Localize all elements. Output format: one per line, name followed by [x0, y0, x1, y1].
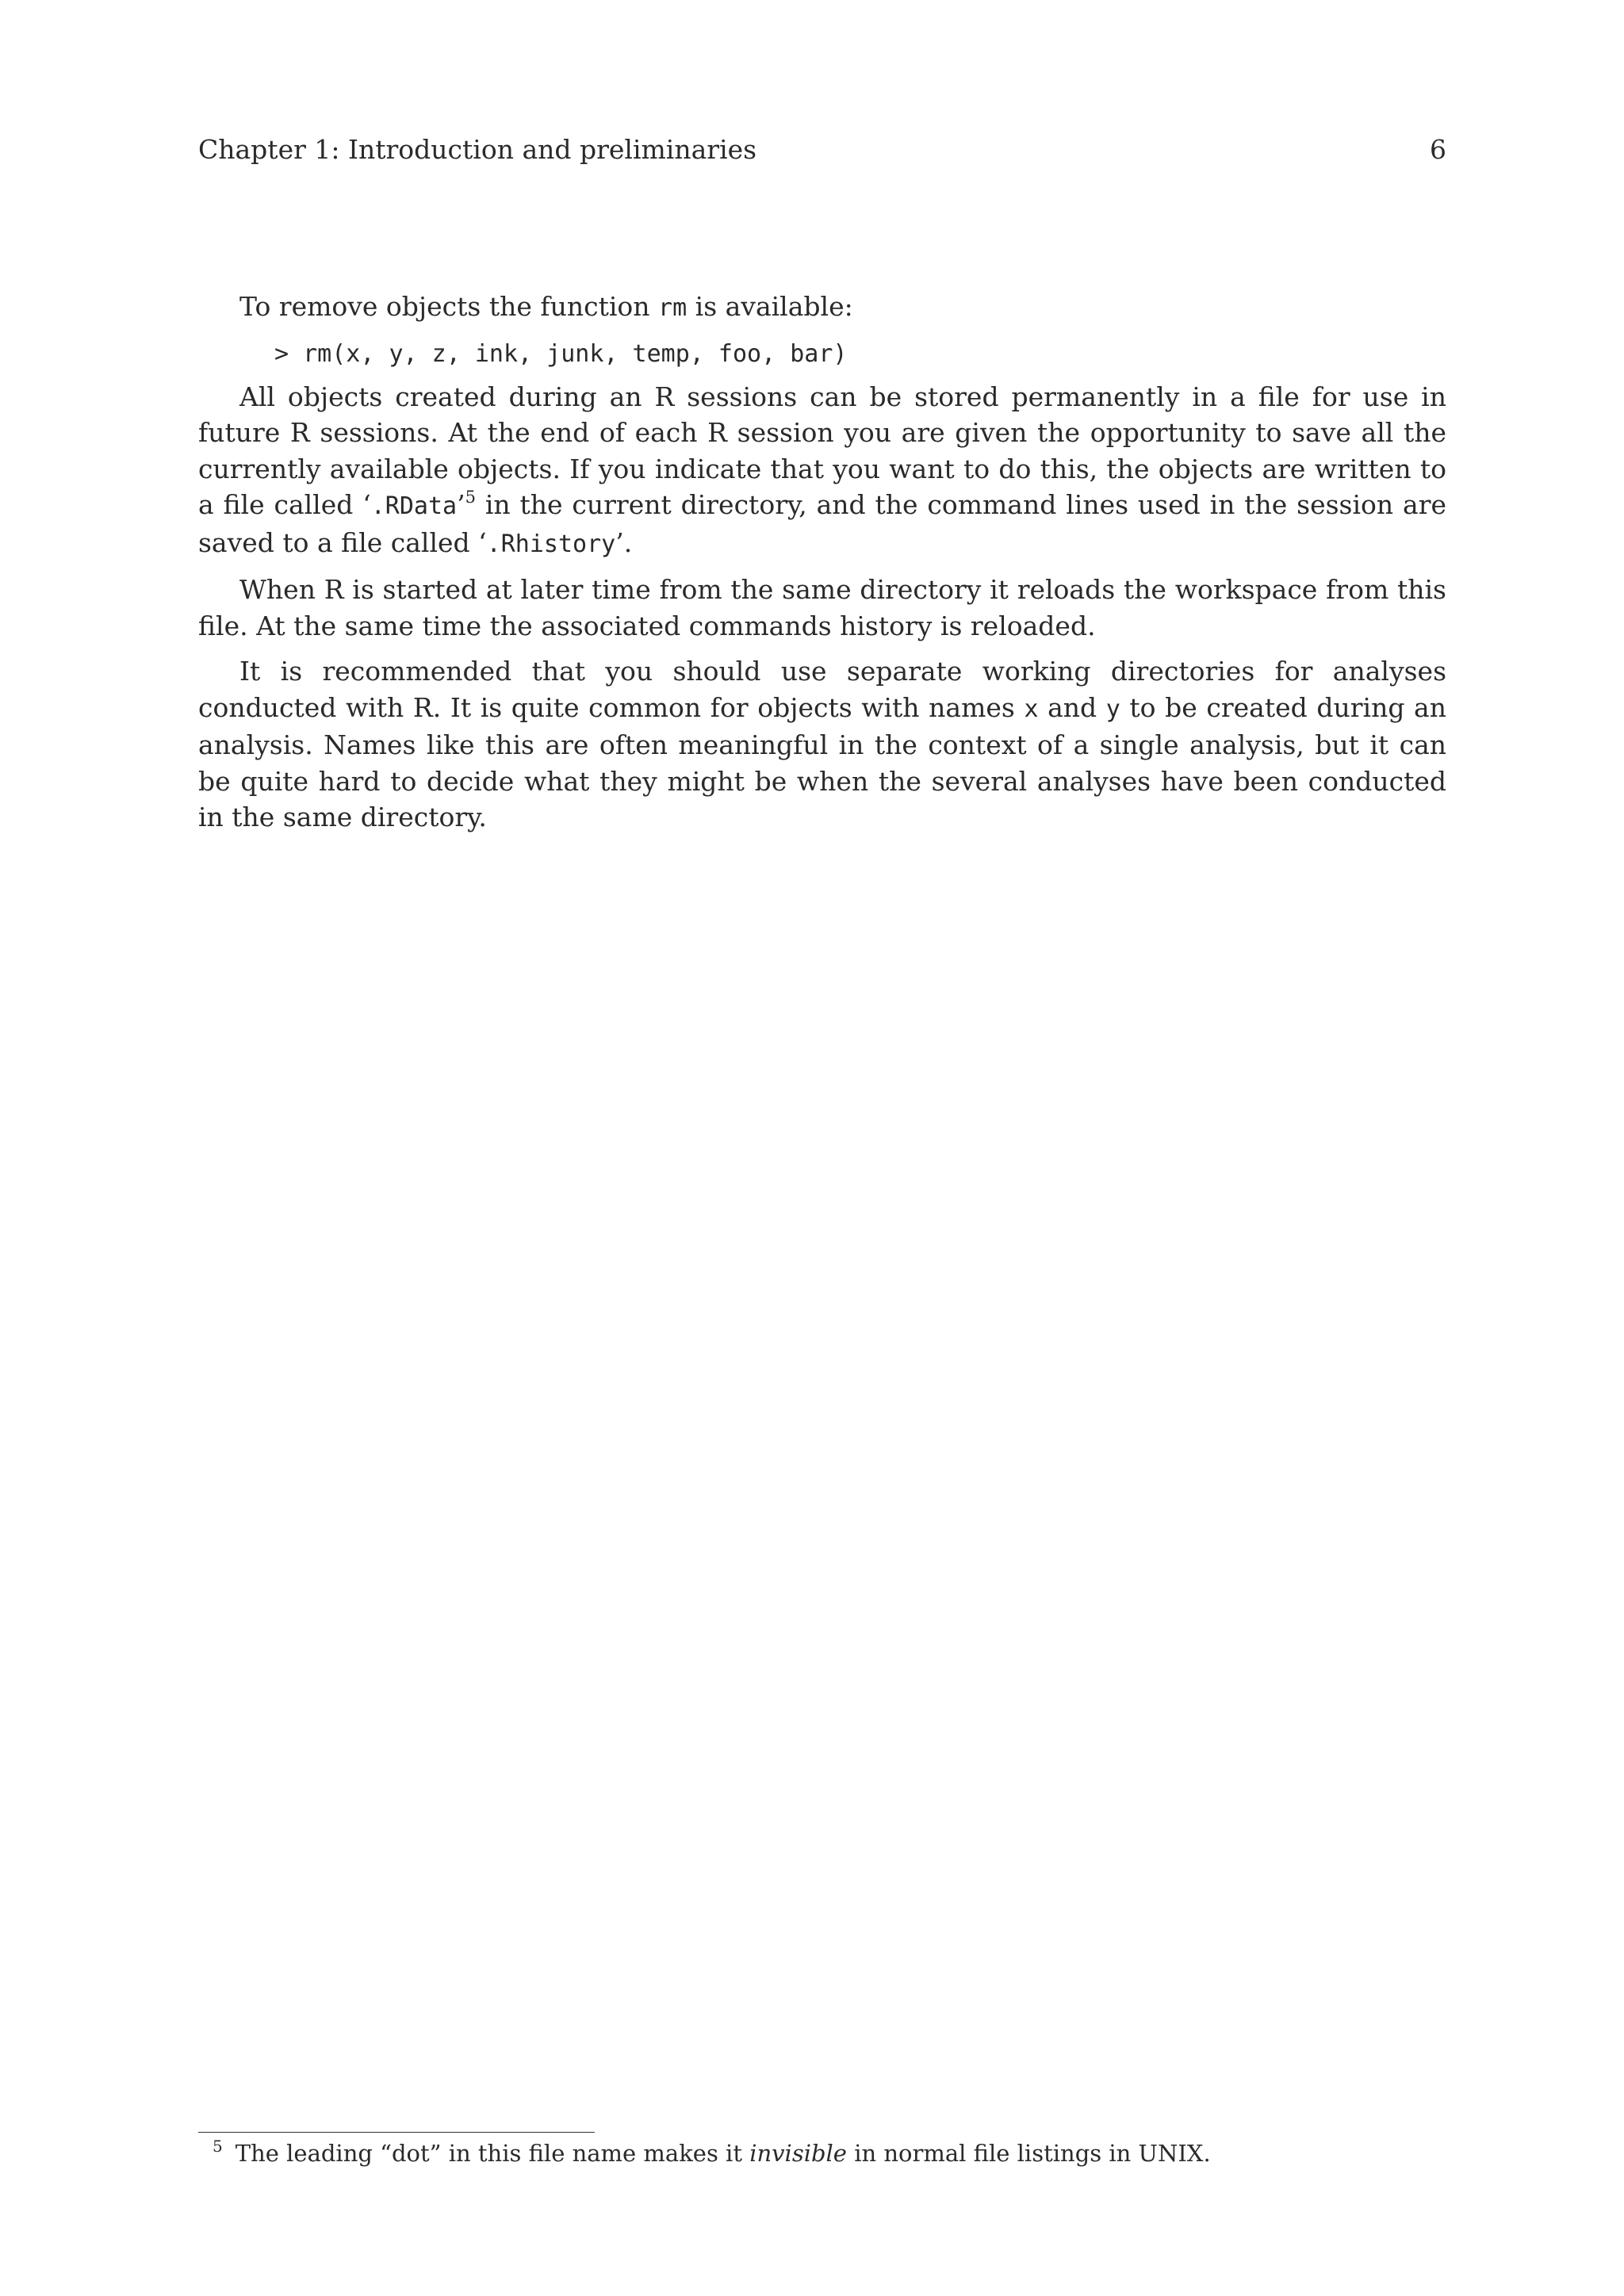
inline-code-x: x — [1024, 695, 1039, 723]
code-example: > rm(x, y, z, ink, junk, temp, foo, bar) — [274, 339, 848, 368]
p1-text-after: is available: — [687, 291, 853, 322]
footnote-text-before: The leading “dot” in this file name makes it — [235, 2140, 750, 2167]
filename-rhistory: .Rhistory — [486, 530, 616, 558]
paragraph-reload-workspace: When R is started at later time from the same directory it reloads the workspace from this file. At the same time the associated commands history is reloaded. — [198, 574, 1446, 641]
p1-text-before: To remove objects the function — [239, 291, 659, 322]
paragraph-save-workspace — [198, 379, 1446, 563]
inline-code-rm: rm — [658, 294, 688, 322]
page-number: 6 — [1430, 134, 1446, 165]
running-header — [198, 132, 1446, 168]
p2-middle-text: in the current directory, and the command lines used in the session are saved to a file called — [198, 489, 1446, 558]
filename-rdata: .RData — [370, 492, 458, 520]
p2-close-quote: ’ — [457, 489, 465, 520]
footnote-divider — [198, 2132, 595, 2133]
footnote — [198, 2137, 1446, 2169]
p2-end-text: ’. — [615, 526, 633, 558]
p2-open-quote: ‘ — [362, 489, 371, 520]
p2-text: All objects created during an R sessions can be stored permanently in a file for use in future R sessions. At the end of each R session you are given the opportunity to save all the currently available objects. If you indicate that you want to do this, the objects are written to a file called — [198, 381, 1446, 520]
footnote-text-italic: invisible — [749, 2140, 847, 2167]
p4-text-after: to be created during an analysis. Names like this are often meaningful in the context of a single analysis, but it can be quite hard to decide what they might be when the several analyses have been conducted in the same directory. — [198, 691, 1446, 832]
footnote-reference[interactable]: 5 — [465, 488, 476, 507]
inline-code-y: y — [1105, 695, 1120, 723]
main-body — [198, 289, 1446, 845]
paragraph-remove-objects — [198, 289, 1446, 327]
p2-open-quote-2: ‘ — [478, 526, 487, 558]
paragraph-working-directories — [198, 653, 1446, 836]
p4-text-before: It is recommended that you should use separate working directories for analyses conducted with R. It is quite common for objects with names — [198, 656, 1446, 723]
p4-and: and — [1038, 691, 1106, 723]
footnote-text-after: in normal file listings in UNIX. — [846, 2140, 1211, 2167]
chapter-title: Chapter 1: Introduction and preliminaries — [198, 134, 757, 165]
footnote-mark: 5 — [213, 2137, 223, 2156]
